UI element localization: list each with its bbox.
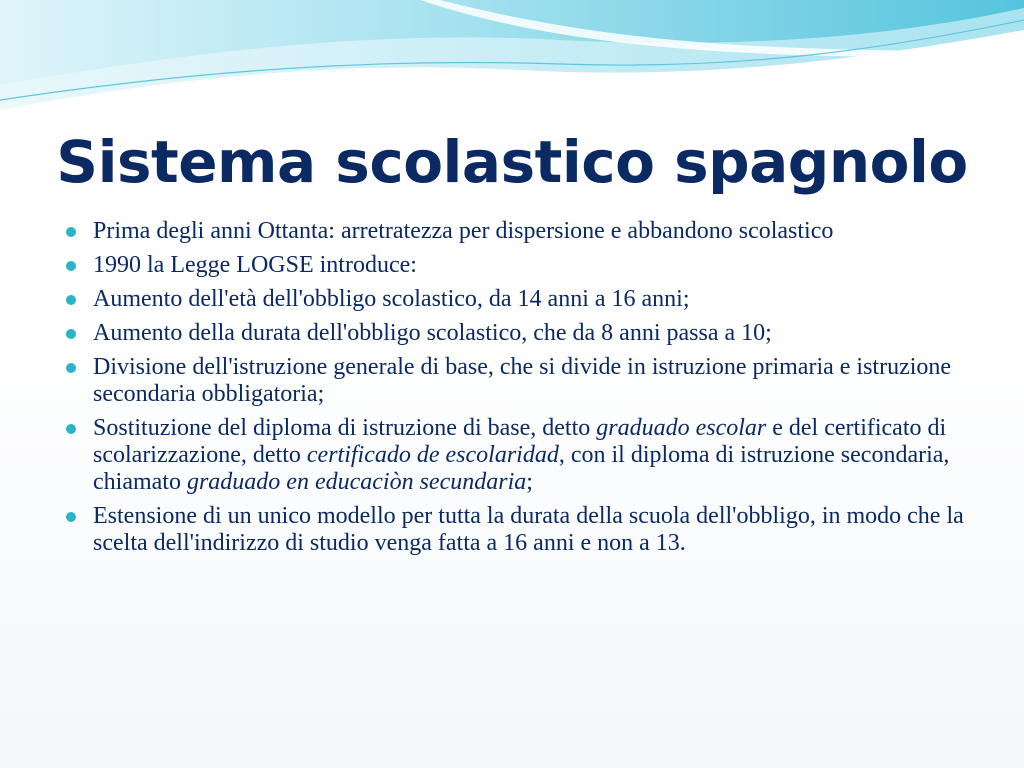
slide-title: Sistema scolastico spagnolo [56, 128, 968, 196]
bullet-text: 1990 la Legge LOGSE introduce: [93, 252, 417, 278]
bullet-dot-icon [66, 261, 76, 271]
bullet-dot-icon [66, 329, 76, 339]
bullet-dot-icon [66, 424, 76, 434]
bullet-item [66, 252, 966, 279]
bullet-dot-icon [66, 295, 76, 305]
bullet-text: Divisione dell'istruzione generale di base, che si divide in istruzione primaria e istruzione secondaria obbligatoria; [93, 354, 952, 407]
bullet-item [66, 415, 966, 496]
bullet-text: Estensione di un unico modello per tutta la durata della scuola dell'obbligo, in modo che la scelta dell'indirizzo di studio venga fatta a 16 anni e non a 13. [93, 503, 964, 556]
bullet-item [66, 354, 966, 408]
bullet-text: Aumento della durata dell'obbligo scolastico, che da 8 anni passa a 10; [93, 320, 772, 346]
bullet-text: Aumento dell'età dell'obbligo scolastico, da 14 anni a 16 anni; [93, 286, 690, 312]
italic-term: certificado de escolaridad [306, 442, 559, 468]
italic-term: graduado en educaciòn secundaria [186, 469, 527, 495]
italic-term: graduado escolar [596, 415, 767, 441]
bullet-item [66, 320, 966, 347]
bullet-text: Prima degli anni Ottanta: arretratezza per dispersione e abbandono scolastico [93, 218, 834, 244]
bullet-dot-icon [66, 363, 76, 373]
bullet-list [66, 218, 966, 564]
bullet-text: Sostituzione del diploma di istruzione di base, detto graduado escolar e del certificato di scolarizzazione, detto certificado de escolaridad, con il diploma di istruzione secondaria, chiamato graduado en educaciòn secundaria; [93, 415, 950, 495]
header-waves-decoration [0, 0, 1024, 130]
bullet-item [66, 286, 966, 313]
bullet-item [66, 503, 966, 557]
bullet-item [66, 218, 966, 245]
bullet-dot-icon [66, 512, 76, 522]
bullet-dot-icon [66, 227, 76, 237]
